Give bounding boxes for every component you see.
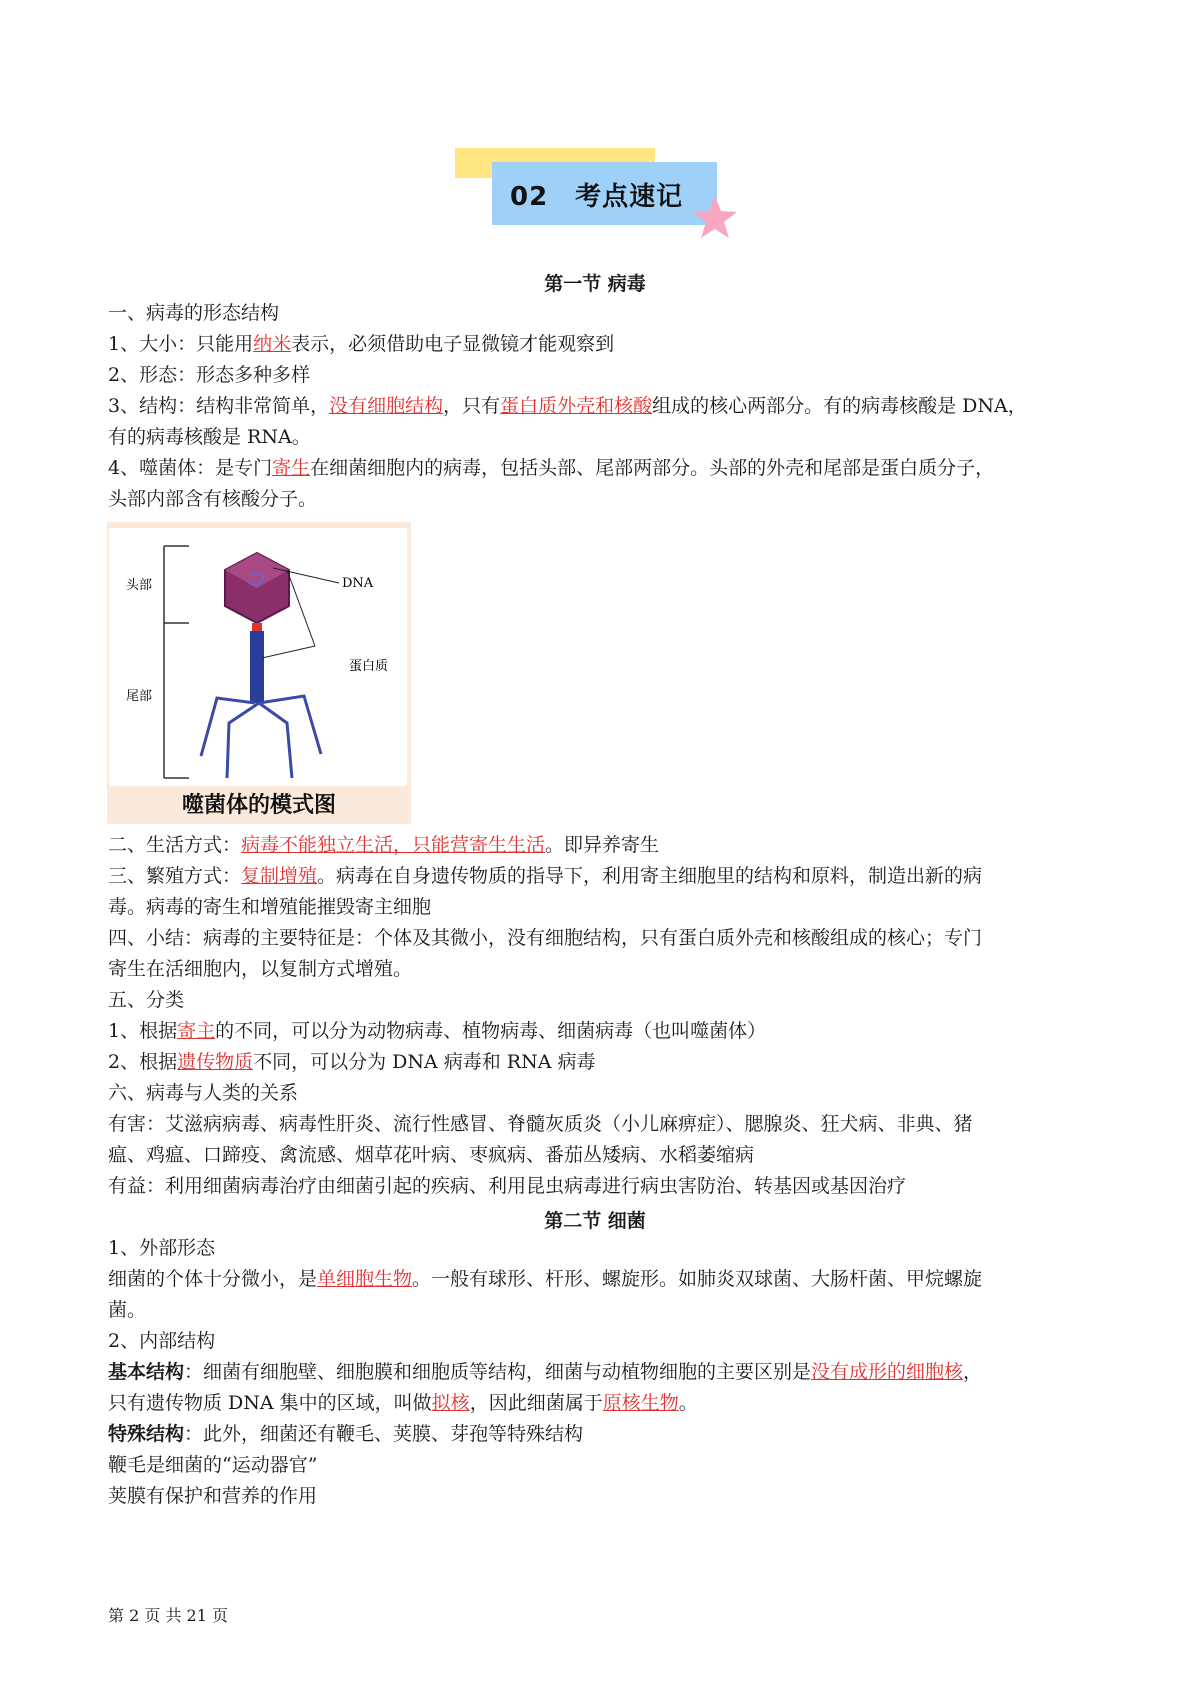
classification-by-genome: 2、根据遗传物质不同，可以分为 DNA 病毒和 RNA 病毒: [108, 1051, 596, 1073]
flagella-note: 鞭毛是细菌的“运动器官”: [108, 1454, 318, 1476]
harmful-viruses: 有害：艾滋病病毒、病毒性肝炎、流行性感冒、脊髓灰质炎（小儿麻痹症）、腮腺炎、狂犬病、非典、猪: [108, 1113, 973, 1135]
basic-structure-cont: 只有遗传物质 DNA 集中的区域，叫做拟核，因此细菌属于原核生物。: [108, 1392, 698, 1414]
virus-structure-cont: 有的病毒核酸是 RNA。: [108, 426, 311, 448]
heading-virus-structure: 一、病毒的形态结构: [108, 302, 280, 324]
special-structure: 特殊结构：此外，细菌还有鞭毛、荚膜、芽孢等特殊结构: [108, 1423, 584, 1445]
section-banner: [455, 145, 740, 245]
phage-diagram: [107, 522, 411, 824]
phage-tail-icon: [250, 631, 264, 703]
virus-reproduction: 三、繁殖方式：复制增殖。病毒在自身遗传物质的指导下，利用寄主细胞里的结构和原料，制造出新的病: [108, 865, 983, 887]
virus-shape: 2、形态：形态多种多样: [108, 364, 311, 386]
classification-by-host: 1、根据寄主的不同，可以分为动物病毒、植物病毒、细菌病毒（也叫噬菌体）: [108, 1020, 767, 1042]
section-title-virus: 第一节 病毒: [544, 273, 646, 295]
phage-description-cont: 头部内部含有核酸分子。: [108, 488, 318, 510]
svg-text:尾部: 尾部: [126, 689, 153, 704]
phage-illustration: [109, 528, 407, 786]
harmful-viruses-cont: 瘟、鸡瘟、口蹄疫、禽流感、烟草花叶病、枣疯病、番茄丛矮病、水稻萎缩病: [108, 1144, 755, 1166]
figure-caption: 噬菌体的模式图: [181, 793, 336, 818]
virus-summary: 四、小结：病毒的主要特征是：个体及其微小，没有细胞结构，只有蛋白质外壳和核酸组成的核心；专门: [108, 927, 983, 949]
virus-reproduction-cont: 毒。病毒的寄生和增殖能摧毁寄主细胞: [108, 896, 432, 918]
external-form-text-cont: 菌。: [108, 1299, 147, 1321]
page-footer: 第 2 页 共 21 页: [108, 1606, 228, 1625]
basic-structure: 基本结构：细菌有细胞壁、细胞膜和细胞质等结构，细菌与动植物细胞的主要区别是没有成形的细胞核，: [108, 1361, 983, 1383]
phage-description: 4、噬菌体：是专门寄生在细菌细胞内的病毒，包括头部、尾部两部分。头部的外壳和尾部是蛋白质分子，: [108, 457, 995, 479]
capsule-note: 荚膜有保护和营养的作用: [108, 1485, 318, 1507]
heading-virus-human: 六、病毒与人类的关系: [108, 1082, 299, 1104]
section-title-bacteria: 第二节 细菌: [544, 1210, 646, 1232]
virus-structure: 3、结构：结构非常简单，没有细胞结构，只有蛋白质外壳和核酸组成的核心两部分。有的病毒核酸是 DNA，: [108, 395, 1027, 417]
svg-text:DNA: DNA: [342, 576, 374, 591]
heading-classification: 五、分类: [108, 989, 185, 1011]
heading-internal-structure: 2、内部结构: [108, 1330, 216, 1352]
virus-summary-cont: 寄生在活细胞内，以复制方式增殖。: [108, 958, 413, 980]
external-form-text: 细菌的个体十分微小，是单细胞生物。一般有球形、杆形、螺旋形。如肺炎双球菌、大肠杆菌、甲烷螺旋: [108, 1268, 983, 1290]
svg-text:头部: 头部: [126, 578, 153, 593]
heading-external-form: 1、外部形态: [108, 1237, 216, 1259]
svg-text:蛋白质: 蛋白质: [349, 659, 389, 674]
star-icon: [691, 193, 739, 241]
beneficial-viruses: 有益：利用细菌病毒治疗由细菌引起的疾病、利用昆虫病毒进行病虫害防治、转基因或基因治疗: [108, 1175, 907, 1197]
virus-lifestyle: 二、生活方式：病毒不能独立生活，只能营寄生生活。即异养寄生: [108, 834, 660, 856]
virus-size: 1、大小：只能用纳米表示，必须借助电子显微镜才能观察到: [108, 333, 615, 355]
banner-title: 02 考点速记: [510, 182, 684, 212]
